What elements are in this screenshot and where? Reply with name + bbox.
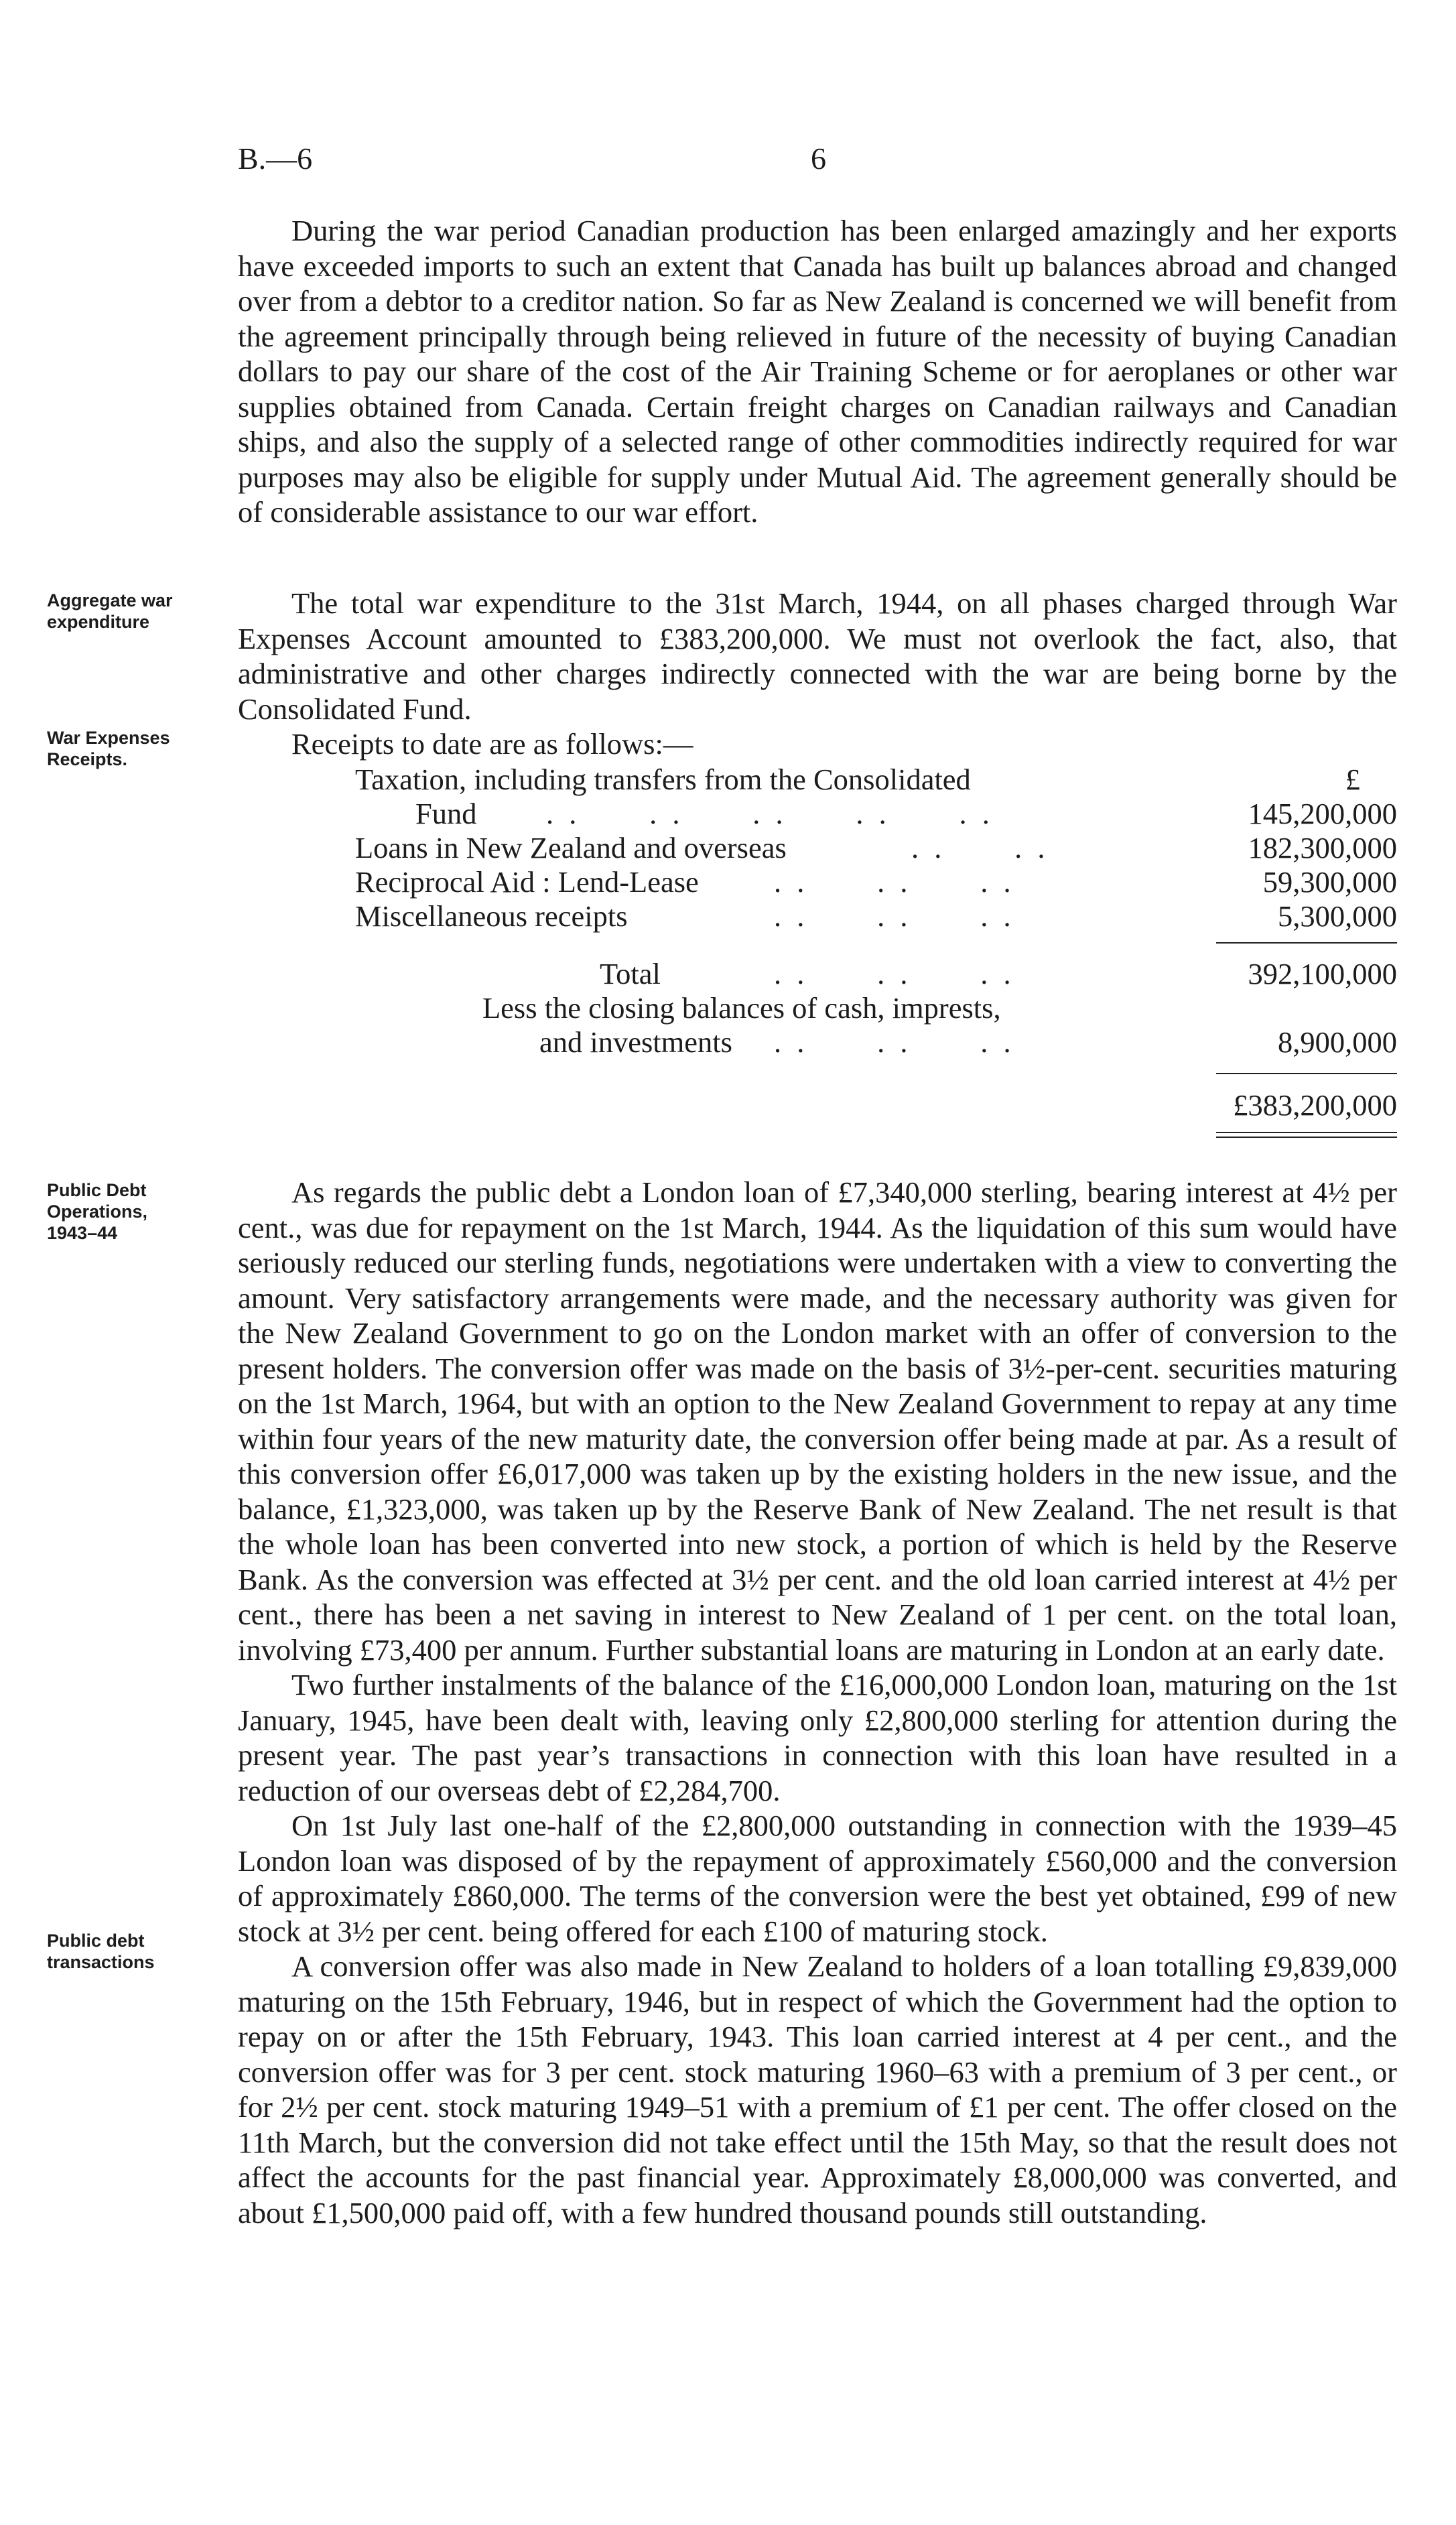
subtotal-rule — [1216, 942, 1397, 944]
margin-note-war-expenses-receipts: War Expenses Receipts. — [47, 728, 170, 769]
currency-symbol: £ — [1345, 763, 1360, 796]
dot-leader: . . . . . . — [774, 865, 1015, 899]
net-total-rule — [1216, 1073, 1397, 1074]
paragraph-total-war-expenditure: The total war expenditure to the 31st March, 1944, on all phases charged through War Expenses Account amounted to £383,200,000. We must not overlook the fact, also, that administrative and other charges indirectly connected with the war are being borne by the Consolidated Fund. — [238, 586, 1397, 726]
paragraph-july-repayment: On 1st July last one-half of the £2,800,000 outstanding in connection with the 1939–45 London loan was disposed of by the repayment of approximately £560,000 and the conversion of approximately £860,000. The terms of the conversion were the best yet obtained, £99 of new stock at 3½ per cent. being offered for each £100 of maturing stock. — [238, 1809, 1397, 1948]
margin-note-public-debt-transactions: Public debt transactions — [47, 1931, 155, 1972]
less-balances-row-continued — [238, 1025, 1397, 1059]
receipt-label: Miscellaneous receipts — [355, 899, 628, 933]
paragraph-london-loan-conversion: As regards the public debt a London loan of £7,340,000 sterling, bearing interest at 4½ per cent., was due for repayment on the 1st March, 1944. As the liquidation of this sum would have seriously reduced our sterling funds, negotiations were undertaken with a view to converting the amount. Very satisfactory arrangements were made, and the necessary authority was given for the New Zealand Government to go on the London market with an offer of conversion to the present holders. The conversion offer was made on the basis of 3½-per-cent. securities maturing on the 1st March, 1964, but with an option to the New Zealand Government to repay at any time within four years of the new maturity date, the conversion offer being made at par. As a result of this conversion offer £6,017,000 was taken up by the existing holders in the new issue, and the balance, £1,323,000, was taken up by the Reserve Bank of New Zealand. The net result is that the whole loan has been converted into new stock, a portion of which is held by the Reserve Bank. As the conversion was effected at 3½ per cent. and the old loan carried interest at 4½ per cent., there has been a net saving in interest to New Zealand of 1 per cent. on the total loan, involving £73,400 per annum. Further substantial loans are maturing in London at an early date. — [238, 1175, 1397, 1667]
dot-leader: . . . . . . — [774, 899, 1015, 933]
receipt-label: Taxation, including transfers from the Consolidated — [355, 763, 971, 796]
dot-leader: . . . . — [911, 831, 1049, 864]
receipt-amount: 182,300,000 — [1248, 831, 1397, 864]
dot-leader: . . . . . . . . . . — [546, 797, 994, 830]
less-balances-amount: 8,900,000 — [1278, 1025, 1397, 1059]
receipt-amount: 59,300,000 — [1262, 865, 1397, 899]
receipt-label: Reciprocal Aid : Lend-Lease — [355, 865, 699, 899]
receipt-label: Loans in New Zealand and overseas — [355, 831, 787, 864]
table-row — [238, 797, 1397, 831]
receipt-label-continued: Fund — [415, 797, 477, 830]
dot-leader: . . . . . . — [774, 957, 1015, 990]
page-header — [238, 141, 1397, 181]
dot-leader: . . . . . . — [774, 1025, 1015, 1059]
receipt-amount: 5,300,000 — [1278, 899, 1397, 933]
page-number: 6 — [811, 141, 826, 176]
total-row — [238, 957, 1397, 991]
body-section-war-expenditure — [238, 586, 1397, 762]
paragraph-canadian-production: During the war period Canadian production has been enlarged amazingly and her exports have exceeded imports to such an extent that Canada has built up balances abroad and changed over from a debtor to a creditor nation. So far as New Zealand is concerned we will benefit from the agreement principally through being relieved in future of the necessity of buying Canadian dollars to pay our share of the cost of the Air Training Scheme or for aeroplanes or other war supplies obtained from Canada. Certain freight charges on Canadian railways and Canadian ships, and also the supply of a selected range of other commodities indirectly required for war purposes may also be eligible for supply under Mutual Aid. The agreement generally should be of considerable assistance to our war effort. — [238, 214, 1397, 529]
margin-note-aggregate-war-expenditure: Aggregate war expenditure — [47, 590, 173, 632]
table-row — [238, 865, 1397, 899]
paragraph-nz-conversion-offer: A conversion offer was also made in New Zealand to holders of a loan totalling £9,839,000 maturing on the 15th February, 1946, but in respect of which the Government had the option to repay on or after the 15th February, 1943. This loan carried interest at 4 per cent., and the conversion offer was for 3 per cent. stock maturing 1960–63 with a premium of 3 per cent., or for 2½ per cent. stock maturing 1949–51 with a premium of £1 per cent. The offer closed on the 11th March, but the conversion did not take effect until the 15th May, so that the result does not affect the accounts for the past financial year. Approximately £8,000,000 was converted, and about £1,500,000 paid off, with a few hundred thousand pounds still outstanding. — [238, 1949, 1397, 2229]
body-section-canada — [238, 213, 1397, 530]
paragraph-receipts-intro: Receipts to date are as follows:— — [291, 727, 693, 761]
total-amount: 392,100,000 — [1248, 957, 1397, 990]
receipt-amount: 145,200,000 — [1248, 797, 1397, 830]
double-rule-top — [1216, 1132, 1397, 1133]
document-reference: B.—6 — [238, 141, 313, 176]
total-label: Total — [600, 957, 661, 990]
net-total-amount: £383,200,000 — [1233, 1088, 1397, 1122]
double-rule-bottom — [1216, 1137, 1397, 1138]
table-row — [238, 763, 1397, 797]
net-total-row — [238, 1088, 1397, 1122]
table-row — [238, 831, 1397, 865]
table-row — [238, 899, 1397, 933]
margin-note-public-debt-operations: Public Debt Operations, 1943–44 — [47, 1180, 148, 1243]
paragraph-further-instalments: Two further instalments of the balance of the £16,000,000 London loan, maturing on the 1st January, 1945, have been dealt with, leaving only £2,800,000 sterling for attention during the present year. The past year’s transactions in connection with this loan have resulted in a reduction of our overseas debt of £2,284,700. — [238, 1668, 1397, 1807]
body-section-public-debt — [238, 1175, 1397, 2230]
less-balances-row — [238, 991, 1397, 1025]
less-balances-label: Less the closing balances of cash, imprests, — [482, 991, 1001, 1025]
less-balances-label-continued: and investments — [539, 1025, 732, 1059]
